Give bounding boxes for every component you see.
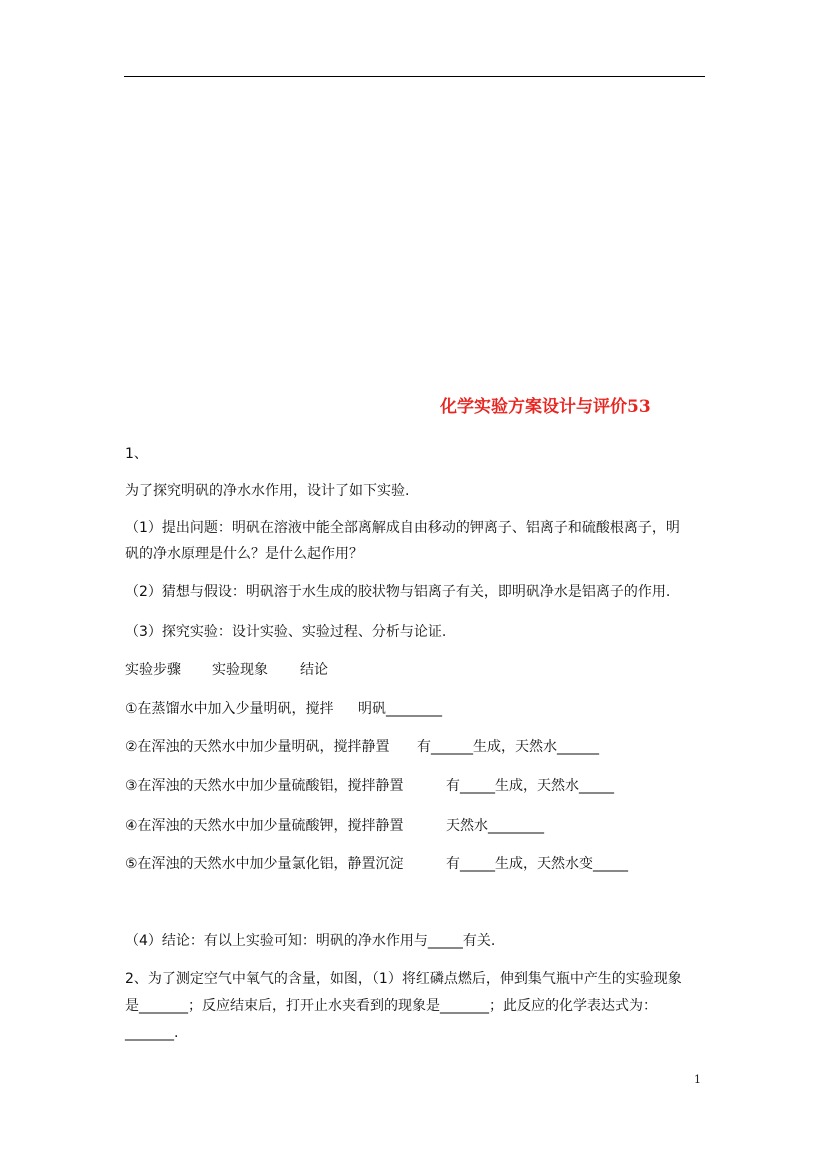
row-2-step: ②在浑浊的天然水中加少量明矾，搅拌静置 xyxy=(125,739,390,755)
header-experiment-phenomena: 实验现象 xyxy=(212,662,268,678)
question-1-intro: 为了探究明矾的净水水作用，设计了如下实验. xyxy=(125,483,410,499)
header-rule xyxy=(124,76,705,77)
question-2-line-3: _______. xyxy=(125,1025,179,1041)
row-4-result: 天然水________ xyxy=(446,818,544,834)
row-1-result: 明矾________ xyxy=(358,701,442,717)
table-row xyxy=(125,854,725,874)
header-conclusion: 结论 xyxy=(300,662,328,678)
step-1-line-2: 矾的净水原理是什么？是什么起作用？ xyxy=(125,546,363,562)
row-2-result: 有______生成，天然水______ xyxy=(417,739,599,755)
step-1-line-1: （1）提出问题：明矾在溶液中能全部离解成自由移动的钾离子、铝离子和硫酸根离子，明 xyxy=(125,520,680,536)
table-row xyxy=(125,816,725,836)
header-experiment-steps: 实验步骤 xyxy=(125,662,181,678)
row-5-step: ⑤在浑浊的天然水中加少量氯化铝，静置沉淀 xyxy=(125,856,404,872)
table-row xyxy=(125,699,725,719)
question-1-number: 1、 xyxy=(125,446,148,462)
row-4-step: ④在浑浊的天然水中加少量硫酸钾，搅拌静置 xyxy=(125,818,404,834)
row-3-result: 有_____生成，天然水_____ xyxy=(446,778,614,794)
step-2-hypothesis: （2）猜想与假设：明矾溶于水生成的胶状物与铝离子有关，即明矾净水是铝离子的作用. xyxy=(125,584,671,600)
question-2-line-1: 2、为了测定空气中氧气的含量，如图，（1）将红磷点燃后，伸到集气瓶中产生的实验现象 xyxy=(125,971,682,987)
row-3-step: ③在浑浊的天然水中加少量硫酸铝，搅拌静置 xyxy=(125,778,404,794)
document-title: 化学实验方案设计与评价53 xyxy=(440,397,651,417)
row-1-step: ①在蒸馏水中加入少量明矾，搅拌 xyxy=(125,701,334,717)
table-row xyxy=(125,737,725,757)
step-4-conclusion: （4）结论：有以上实验可知：明矾的净水作用与_____有关. xyxy=(125,933,496,949)
question-2-line-2: 是_______；反应结束后，打开止水夹看到的现象是_______；此反应的化学表达式为： xyxy=(125,998,657,1014)
table-row xyxy=(125,776,725,796)
page-number: 1 xyxy=(694,1073,701,1086)
table-header-row xyxy=(125,660,725,680)
step-3-experiment: （3）探究实验：设计实验、实验过程、分析与论证. xyxy=(125,624,447,640)
row-5-result: 有_____生成，天然水变_____ xyxy=(446,856,628,872)
